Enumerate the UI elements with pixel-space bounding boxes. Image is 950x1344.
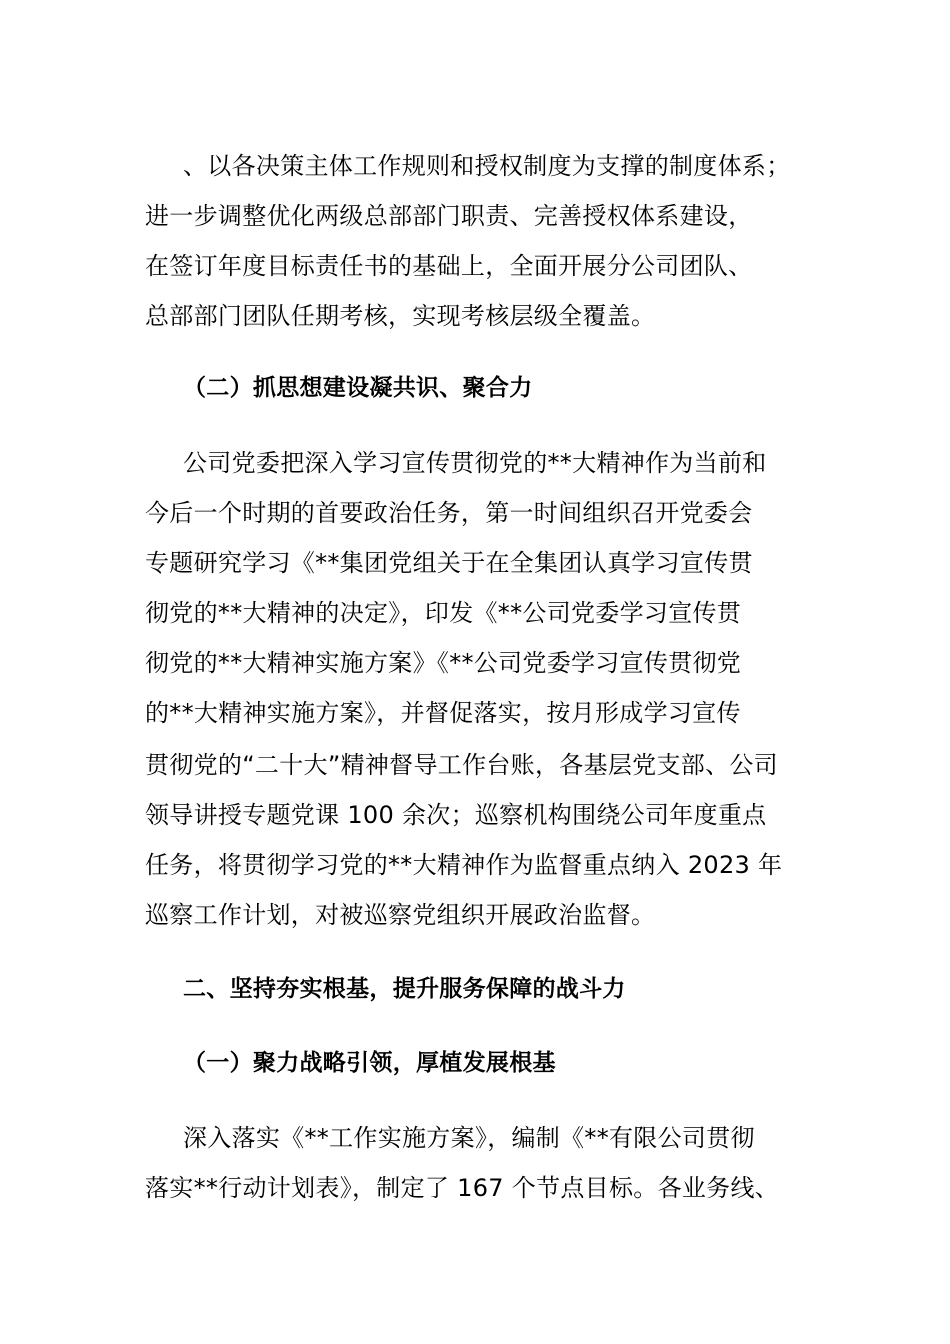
paragraph-2-line-5: 彻党的**大精神实施方案》《**公司党委学习宣传贯彻党	[145, 649, 742, 677]
subheading-ideology: （二）抓思想建设凝共识、聚合力	[183, 375, 533, 401]
paragraph-2-line-3: 专题研究学习《**集团党组关于在全集团认真学习宣传贯	[145, 549, 753, 577]
paragraph-2-line-4: 彻党的**大精神的决定》，印发《**公司党委学习宣传贯	[145, 599, 742, 627]
intro-line-2: 进一步调整优化两级总部部门职责、完善授权体系建设，	[145, 202, 753, 230]
section-heading-two: 二、坚持夯实根基，提升服务保障的战斗力	[183, 976, 626, 1002]
paragraph-3-line-1: 深入落实《**工作实施方案》，编制《**有限公司贯彻	[183, 1124, 755, 1152]
intro-line-1: 、以各决策主体工作规则和授权制度为支撑的制度体系；	[183, 152, 791, 180]
paragraph-2-line-7: 贯彻党的“二十大”精神督导工作台账，各基层党支部、公司	[145, 751, 778, 779]
paragraph-2-line-9: 任务，将贯彻学习党的**大精神作为监督重点纳入 2023 年	[145, 851, 783, 879]
subheading-strategy: （一）聚力战略引领，厚植发展根基	[183, 1050, 556, 1076]
intro-line-3: 在签订年度目标责任书的基础上，全面开展分公司团队、	[145, 252, 753, 280]
paragraph-2-line-8: 领导讲授专题党课 100 余次；巡察机构围绕公司年度重点	[145, 801, 767, 829]
paragraph-2-line-10: 巡察工作计划，对被巡察党组织开展政治监督。	[145, 901, 656, 929]
paragraph-2-line-1: 公司党委把深入学习宣传贯彻党的**大精神作为当前和	[183, 449, 767, 477]
intro-line-4: 总部部门团队任期考核，实现考核层级全覆盖。	[145, 302, 656, 330]
paragraph-2-line-2: 今后一个时期的首要政治任务，第一时间组织召开党委会	[145, 499, 753, 527]
paragraph-3-line-2: 落实**行动计划表》，制定了 167 个节点目标。各业务线、	[145, 1174, 780, 1202]
paragraph-2-line-6: 的**大精神实施方案》，并督促落实，按月形成学习宣传	[145, 699, 741, 727]
